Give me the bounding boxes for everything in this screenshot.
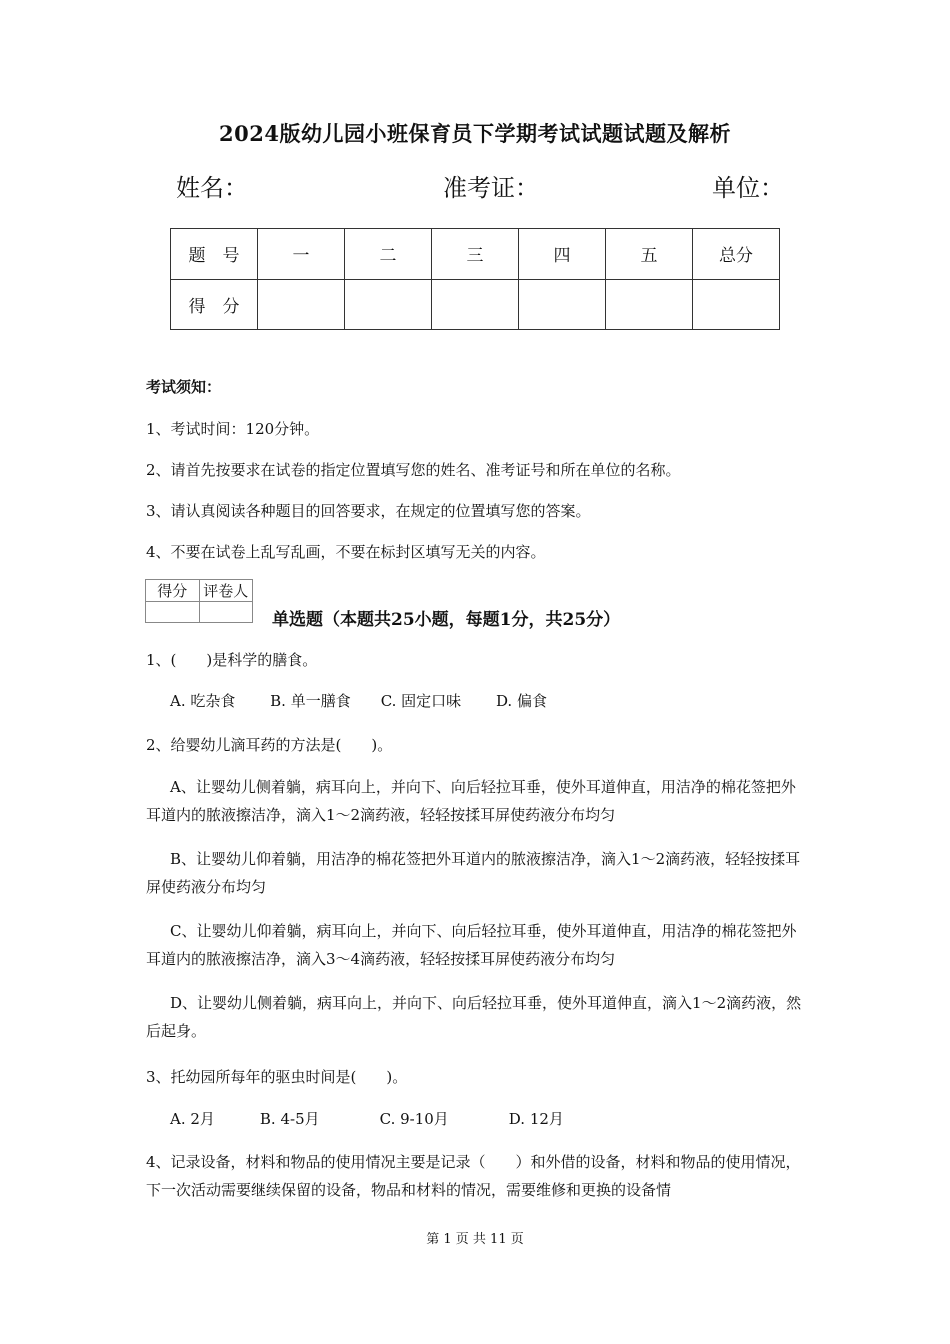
question-option: B、让婴幼儿仰着躺，用洁净的棉花签把外耳道内的脓液擦洁净，滴入1～2滴药液，轻轻按揉耳屏使药液分布均匀 — [146, 850, 801, 896]
score-table-header-row — [171, 229, 780, 280]
grader-score-cell[interactable] — [146, 602, 200, 623]
score-table-cell: 得 分 — [171, 279, 258, 330]
score-input-cell[interactable] — [345, 279, 432, 330]
question-options: A. 2月 B. 4-5月 C. 9-10月 D. 12月 — [170, 1110, 564, 1128]
notice-item: 2、请首先按要求在试卷的指定位置填写您的姓名、准考证号和所在单位的名称。 — [146, 461, 681, 479]
score-input-cell[interactable] — [432, 279, 519, 330]
notice-item: 1、考试时间：120分钟。 — [146, 420, 320, 438]
score-table-cell: 总分 — [693, 229, 780, 280]
score-table-cell: 五 — [606, 229, 693, 280]
question-option: D、让婴幼儿侧着躺，病耳向上，并向下、向后轻拉耳垂，使外耳道伸直，滴入1～2滴药液，然后起身。 — [146, 994, 802, 1040]
section-heading: 单选题（本题共25小题，每题1分，共25分） — [272, 610, 621, 630]
score-table-cell: 一 — [258, 229, 345, 280]
grader-name-cell[interactable] — [199, 602, 253, 623]
score-input-cell[interactable] — [258, 279, 345, 330]
notice-item: 3、请认真阅读各种题目的回答要求，在规定的位置填写您的答案。 — [146, 502, 591, 520]
unit-field-label: 单位： — [712, 174, 784, 202]
notice-heading: 考试须知： — [146, 378, 222, 396]
grader-name-label: 评卷人 — [199, 580, 253, 602]
question-options: A. 吃杂食 B. 单一膳食 C. 固定口味 D. 偏食 — [170, 692, 547, 710]
score-input-cell[interactable] — [519, 279, 606, 330]
page-footer: 第 1 页 共 11 页 — [426, 1232, 524, 1247]
question-stem: 1、( )是科学的膳食。 — [146, 651, 318, 669]
question-option: C、让婴幼儿仰着躺，病耳向上，并向下、向后轻拉耳垂，使外耳道伸直，用洁净的棉花签把外耳道内的脓液擦洁净，滴入3～4滴药液，轻轻按揉耳屏使药液分布均匀 — [146, 922, 797, 968]
question-option: A、让婴幼儿侧着躺，病耳向上，并向下、向后轻拉耳垂，使外耳道伸直，用洁净的棉花签把外耳道内的脓液擦洁净，滴入1～2滴药液，轻轻按揉耳屏使药液分布均匀 — [146, 778, 796, 824]
question-stem: 3、托幼园所每年的驱虫时间是( )。 — [146, 1068, 408, 1086]
page-title: 2024版幼儿园小班保育员下学期考试试题试题及解析 — [219, 121, 731, 146]
question-stem: 4、记录设备，材料和物品的使用情况主要是记录（ ）和外借的设备，材料和物品的使用情况，下一次活动需要继续保留的设备，物品和材料的情况，需要维修和更换的设备情 — [146, 1153, 801, 1199]
grader-box — [145, 579, 253, 623]
score-table-cell: 题 号 — [171, 229, 258, 280]
grader-score-label: 得分 — [146, 580, 200, 602]
score-input-cell[interactable] — [693, 279, 780, 330]
score-table-score-row — [171, 279, 780, 330]
exam-id-field-label: 准考证： — [443, 174, 539, 202]
score-table-cell: 四 — [519, 229, 606, 280]
score-table — [170, 228, 780, 330]
notice-item: 4、不要在试卷上乱写乱画，不要在标封区填写无关的内容。 — [146, 543, 546, 561]
score-input-cell[interactable] — [606, 279, 693, 330]
question-stem: 2、给婴幼儿滴耳药的方法是( )。 — [146, 736, 393, 754]
name-field-label: 姓名： — [176, 174, 248, 202]
score-table-cell: 三 — [432, 229, 519, 280]
score-table-cell: 二 — [345, 229, 432, 280]
